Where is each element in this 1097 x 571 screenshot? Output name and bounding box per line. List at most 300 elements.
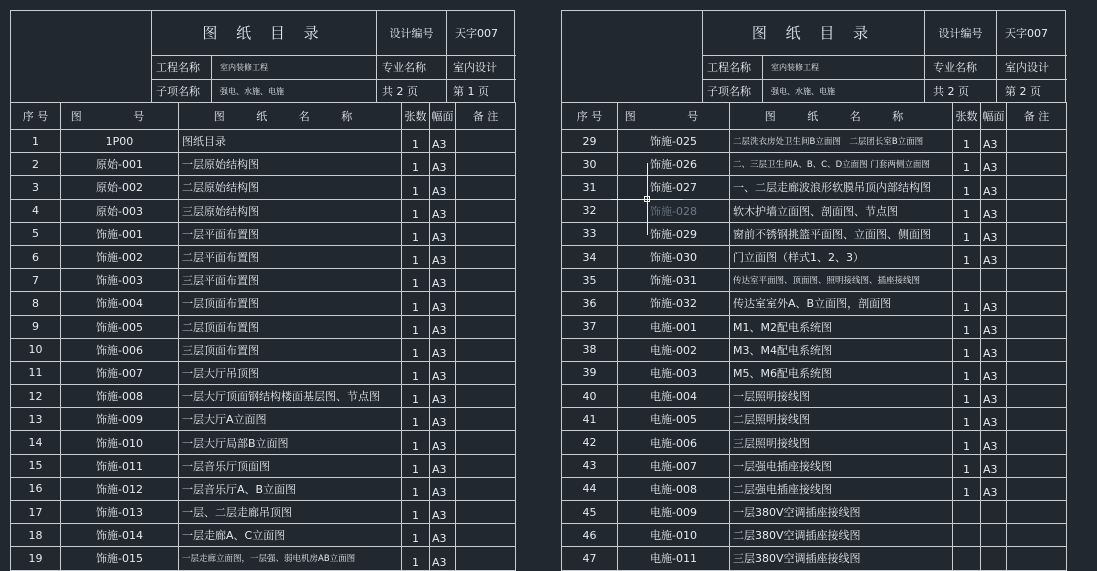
- row-remark: [456, 176, 516, 199]
- row-qty: 1: [402, 501, 430, 524]
- table-row[interactable]: [562, 292, 1067, 315]
- row-remark: [1007, 269, 1067, 292]
- row-size: A3: [430, 408, 456, 431]
- row-name: 图纸目录: [179, 130, 402, 153]
- row-name: 一层大厅A立面图: [179, 408, 402, 431]
- row-remark: [456, 245, 516, 268]
- row-qty: 1: [953, 431, 981, 454]
- row-name: 一层音乐厅顶面图: [179, 454, 402, 477]
- title-block: [561, 10, 1066, 102]
- row-qty: [953, 269, 981, 292]
- col-header-remark: 备 注: [456, 103, 516, 130]
- row-qty: 1: [953, 153, 981, 176]
- row-qty: 1: [953, 292, 981, 315]
- table-row[interactable]: [11, 222, 516, 245]
- row-size: A3: [430, 222, 456, 245]
- row-qty: 1: [402, 130, 430, 153]
- row-remark: [1007, 176, 1067, 199]
- row-no: 33: [562, 222, 618, 245]
- table-row[interactable]: [562, 222, 1067, 245]
- row-qty: 1: [402, 431, 430, 454]
- row-qty: 1: [402, 153, 430, 176]
- table-row[interactable]: [11, 385, 516, 408]
- row-name: 一层音乐厅A、B立面图: [179, 477, 402, 500]
- table-header-row: [11, 103, 516, 130]
- row-no: 13: [11, 408, 61, 431]
- row-size: A3: [981, 245, 1007, 268]
- row-size: [981, 547, 1007, 570]
- table-row[interactable]: [562, 408, 1067, 431]
- row-remark: [456, 431, 516, 454]
- row-name: 二、三层卫生间A、B、C、D立面图 门套两侧立面图: [730, 153, 953, 176]
- design-no: 天字007: [446, 11, 516, 55]
- drawing-index-sheet-2: [561, 10, 1066, 571]
- row-size: A3: [430, 361, 456, 384]
- table-row[interactable]: [562, 245, 1067, 268]
- row-qty: 1: [953, 338, 981, 361]
- row-size: A3: [981, 315, 1007, 338]
- row-qty: 1: [953, 176, 981, 199]
- row-size: [981, 269, 1007, 292]
- row-remark: [1007, 454, 1067, 477]
- row-code: 电施-004: [618, 385, 730, 408]
- table-row[interactable]: [562, 338, 1067, 361]
- row-size: A3: [430, 153, 456, 176]
- row-size: A3: [981, 176, 1007, 199]
- row-size: [981, 524, 1007, 547]
- row-size: A3: [981, 477, 1007, 500]
- row-code: 饰施-032: [618, 292, 730, 315]
- col-header-no: 序 号: [11, 103, 61, 130]
- row-code: 1P00: [61, 130, 179, 153]
- table-row[interactable]: [562, 153, 1067, 176]
- row-remark: [456, 454, 516, 477]
- table-row[interactable]: [11, 176, 516, 199]
- row-name: 二层顶面布置图: [179, 315, 402, 338]
- discipline: 室内设计: [996, 55, 1067, 79]
- row-name: M3、M4配电系统图: [730, 338, 953, 361]
- row-code: 饰施-003: [61, 269, 179, 292]
- row-name: 传达室平面图、顶面图、照明接线图、插座接线图: [730, 269, 953, 292]
- row-no: 38: [562, 338, 618, 361]
- row-code: 饰施-010: [61, 431, 179, 454]
- design-no: 天字007: [996, 11, 1067, 55]
- row-size: A3: [981, 361, 1007, 384]
- row-name: 一层顶面布置图: [179, 292, 402, 315]
- row-size: A3: [430, 385, 456, 408]
- row-size: A3: [430, 176, 456, 199]
- sheet-title: 图 纸 目 录: [151, 11, 376, 55]
- table-row[interactable]: [562, 130, 1067, 153]
- row-qty: [953, 501, 981, 524]
- table-row[interactable]: [562, 199, 1067, 222]
- row-name: 一层、二层走廊吊顶图: [179, 501, 402, 524]
- row-remark: [456, 477, 516, 500]
- row-code: 电施-008: [618, 477, 730, 500]
- row-qty: 1: [402, 338, 430, 361]
- row-code: 饰施-026: [618, 153, 730, 176]
- row-size: A3: [981, 338, 1007, 361]
- row-remark: [1007, 315, 1067, 338]
- row-size: A3: [981, 153, 1007, 176]
- row-qty: [953, 524, 981, 547]
- table-body: [11, 130, 516, 571]
- row-size: A3: [430, 431, 456, 454]
- row-no: 11: [11, 361, 61, 384]
- row-code: 饰施-030: [618, 245, 730, 268]
- table-header-row: [562, 103, 1067, 130]
- row-qty: 1: [953, 385, 981, 408]
- col-header-size: 幅面: [981, 103, 1007, 130]
- row-no: 36: [562, 292, 618, 315]
- row-name: 传达室室外A、B立面图，剖面图: [730, 292, 953, 315]
- row-name: 窗前不锈钢挑篮平面图、立面图、侧面图: [730, 222, 953, 245]
- row-code: 饰施-027: [618, 176, 730, 199]
- row-name: 三层380V空调插座接线图: [730, 547, 953, 570]
- row-qty: 1: [402, 361, 430, 384]
- subitem: 强电、水施、电施: [762, 79, 924, 103]
- table-row[interactable]: [562, 547, 1067, 570]
- table-row[interactable]: [562, 477, 1067, 500]
- table-row[interactable]: [11, 501, 516, 524]
- row-size: A3: [430, 477, 456, 500]
- row-remark: [1007, 477, 1067, 500]
- row-remark: [456, 315, 516, 338]
- row-name: 三层顶面布置图: [179, 338, 402, 361]
- col-header-name: 图 纸 名 称: [179, 103, 402, 130]
- row-size: A3: [430, 245, 456, 268]
- subitem-label: 子项名称: [151, 79, 211, 103]
- drawing-list-table: [561, 102, 1067, 571]
- row-no: 14: [11, 431, 61, 454]
- row-qty: 1: [402, 292, 430, 315]
- row-code: 电施-002: [618, 338, 730, 361]
- row-size: A3: [430, 269, 456, 292]
- row-qty: 1: [953, 477, 981, 500]
- discipline: 室内设计: [446, 55, 516, 79]
- table-row[interactable]: [11, 315, 516, 338]
- col-header-no: 序 号: [562, 103, 618, 130]
- table-row[interactable]: [562, 385, 1067, 408]
- row-remark: [1007, 153, 1067, 176]
- row-name: 一层走廊立面图，一层强、弱电机房AB立面图: [179, 547, 402, 570]
- row-no: 18: [11, 524, 61, 547]
- row-no: 12: [11, 385, 61, 408]
- row-name: 三层原始结构图: [179, 199, 402, 222]
- row-code: 电施-006: [618, 431, 730, 454]
- page-number: 第 1 页: [446, 79, 516, 103]
- row-no: 2: [11, 153, 61, 176]
- row-no: 37: [562, 315, 618, 338]
- row-size: A3: [981, 292, 1007, 315]
- row-no: 44: [562, 477, 618, 500]
- discipline-label: 专业名称: [376, 55, 446, 79]
- row-code: 饰施-013: [61, 501, 179, 524]
- row-code: 饰施-005: [61, 315, 179, 338]
- project-label: 工程名称: [151, 55, 211, 79]
- row-remark: [1007, 292, 1067, 315]
- table-row[interactable]: [11, 130, 516, 153]
- page-number: 第 2 页: [996, 79, 1067, 103]
- discipline-label: 专业名称: [924, 55, 996, 79]
- row-size: A3: [981, 454, 1007, 477]
- row-size: A3: [430, 315, 456, 338]
- row-no: 30: [562, 153, 618, 176]
- row-code: 饰施-002: [61, 245, 179, 268]
- row-code: 电施-007: [618, 454, 730, 477]
- row-no: 31: [562, 176, 618, 199]
- row-no: 16: [11, 477, 61, 500]
- table-row[interactable]: [562, 524, 1067, 547]
- row-no: 15: [11, 454, 61, 477]
- row-no: 10: [11, 338, 61, 361]
- row-name: 一层380V空调插座接线图: [730, 501, 953, 524]
- row-name: 一层强电插座接线图: [730, 454, 953, 477]
- row-code: 电施-010: [618, 524, 730, 547]
- row-code: 饰施-015: [61, 547, 179, 570]
- crosshair-pickbox: [644, 196, 650, 202]
- project-label: 工程名称: [702, 55, 762, 79]
- row-remark: [1007, 524, 1067, 547]
- row-qty: 1: [402, 385, 430, 408]
- row-remark: [1007, 199, 1067, 222]
- row-size: A3: [430, 454, 456, 477]
- row-qty: 1: [953, 315, 981, 338]
- row-remark: [1007, 361, 1067, 384]
- row-name: 一层走廊A、C立面图: [179, 524, 402, 547]
- row-no: 43: [562, 454, 618, 477]
- row-code: 饰施-028: [618, 199, 730, 222]
- row-remark: [456, 524, 516, 547]
- row-remark: [456, 361, 516, 384]
- total-pages: 共 2 页: [924, 79, 996, 103]
- col-header-code: 图 号: [61, 103, 179, 130]
- row-name: 一层大厅顶面钢结构楼面基层图、节点图: [179, 385, 402, 408]
- row-qty: 1: [402, 547, 430, 570]
- row-size: A3: [981, 385, 1007, 408]
- row-name: 一层照明接线图: [730, 385, 953, 408]
- row-size: A3: [430, 130, 456, 153]
- table-row[interactable]: [11, 269, 516, 292]
- table-row[interactable]: [562, 431, 1067, 454]
- row-remark: [1007, 385, 1067, 408]
- row-remark: [456, 269, 516, 292]
- row-code: 饰施-014: [61, 524, 179, 547]
- row-remark: [1007, 547, 1067, 570]
- row-size: A3: [430, 501, 456, 524]
- project-name: 室内装修工程: [211, 55, 376, 79]
- row-no: 9: [11, 315, 61, 338]
- row-remark: [1007, 408, 1067, 431]
- row-remark: [456, 385, 516, 408]
- table-row[interactable]: [562, 315, 1067, 338]
- row-code: 电施-005: [618, 408, 730, 431]
- row-name: M1、M2配电系统图: [730, 315, 953, 338]
- table-row[interactable]: [562, 361, 1067, 384]
- row-name: 三层照明接线图: [730, 431, 953, 454]
- row-qty: 1: [402, 245, 430, 268]
- row-no: 46: [562, 524, 618, 547]
- row-size: [981, 501, 1007, 524]
- row-code: 饰施-012: [61, 477, 179, 500]
- table-row[interactable]: [562, 454, 1067, 477]
- row-qty: 1: [953, 408, 981, 431]
- row-no: 45: [562, 501, 618, 524]
- row-name: 门立面图（样式1、2、3）: [730, 245, 953, 268]
- row-qty: 1: [402, 524, 430, 547]
- table-row[interactable]: [11, 245, 516, 268]
- row-qty: 1: [402, 315, 430, 338]
- row-qty: 1: [402, 199, 430, 222]
- row-code: 饰施-004: [61, 292, 179, 315]
- row-name: 软木护墙立面图、剖面图、节点图: [730, 199, 953, 222]
- row-qty: 1: [402, 222, 430, 245]
- row-code: 饰施-009: [61, 408, 179, 431]
- design-no-label: 设计编号: [376, 11, 446, 55]
- col-header-qty: 张数: [402, 103, 430, 130]
- row-qty: 1: [402, 454, 430, 477]
- table-row[interactable]: [11, 199, 516, 222]
- row-code: 饰施-008: [61, 385, 179, 408]
- row-name: 三层平面布置图: [179, 269, 402, 292]
- table-row[interactable]: [11, 524, 516, 547]
- row-code: 饰施-006: [61, 338, 179, 361]
- row-remark: [456, 153, 516, 176]
- row-qty: 1: [953, 199, 981, 222]
- row-name: 二层照明接线图: [730, 408, 953, 431]
- col-header-code: 图 号: [618, 103, 730, 130]
- row-remark: [1007, 130, 1067, 153]
- row-no: 41: [562, 408, 618, 431]
- row-qty: [953, 547, 981, 570]
- col-header-name: 图 纸 名 称: [730, 103, 953, 130]
- row-code: 饰施-025: [618, 130, 730, 153]
- project-name: 室内装修工程: [762, 55, 924, 79]
- row-qty: 1: [953, 130, 981, 153]
- row-code: 电施-003: [618, 361, 730, 384]
- row-code: 饰施-011: [61, 454, 179, 477]
- row-name: M5、M6配电系统图: [730, 361, 953, 384]
- row-name: 二层强电插座接线图: [730, 477, 953, 500]
- design-no-label: 设计编号: [924, 11, 996, 55]
- row-name: 一层大厅吊顶图: [179, 361, 402, 384]
- drawing-list-table: [10, 102, 516, 571]
- row-remark: [456, 199, 516, 222]
- table-body: [562, 130, 1067, 571]
- row-name: 二层原始结构图: [179, 176, 402, 199]
- row-code: 饰施-031: [618, 269, 730, 292]
- row-qty: 1: [953, 454, 981, 477]
- row-name: 一层大厅局部B立面图: [179, 431, 402, 454]
- row-size: A3: [981, 222, 1007, 245]
- table-row[interactable]: [11, 431, 516, 454]
- row-no: 34: [562, 245, 618, 268]
- row-code: 饰施-001: [61, 222, 179, 245]
- title-block: [10, 10, 515, 102]
- row-name: 二层平面布置图: [179, 245, 402, 268]
- table-row[interactable]: [11, 153, 516, 176]
- row-qty: 1: [402, 408, 430, 431]
- drawing-index-sheet-1: [10, 10, 515, 571]
- row-code: 饰施-029: [618, 222, 730, 245]
- row-qty: 1: [402, 269, 430, 292]
- row-remark: [456, 222, 516, 245]
- row-no: 35: [562, 269, 618, 292]
- row-code: 电施-001: [618, 315, 730, 338]
- row-code: 电施-009: [618, 501, 730, 524]
- row-name: 二层380V空调插座接线图: [730, 524, 953, 547]
- row-remark: [1007, 431, 1067, 454]
- row-size: A3: [430, 199, 456, 222]
- row-no: 40: [562, 385, 618, 408]
- row-remark: [456, 292, 516, 315]
- table-row[interactable]: [562, 501, 1067, 524]
- row-no: 5: [11, 222, 61, 245]
- row-no: 29: [562, 130, 618, 153]
- row-size: A3: [981, 199, 1007, 222]
- row-no: 8: [11, 292, 61, 315]
- total-pages: 共 2 页: [376, 79, 446, 103]
- row-qty: 1: [402, 477, 430, 500]
- col-header-remark: 备 注: [1007, 103, 1067, 130]
- row-no: 1: [11, 130, 61, 153]
- row-no: 42: [562, 431, 618, 454]
- subitem: 强电、水施、电施: [211, 79, 376, 103]
- row-name: 一层原始结构图: [179, 153, 402, 176]
- table-row[interactable]: [11, 547, 516, 570]
- table-row[interactable]: [11, 292, 516, 315]
- table-row[interactable]: [562, 176, 1067, 199]
- row-no: 3: [11, 176, 61, 199]
- row-no: 17: [11, 501, 61, 524]
- row-remark: [1007, 338, 1067, 361]
- row-qty: 1: [402, 176, 430, 199]
- table-row[interactable]: [11, 408, 516, 431]
- col-header-size: 幅面: [430, 103, 456, 130]
- row-no: 19: [11, 547, 61, 570]
- row-no: 39: [562, 361, 618, 384]
- row-remark: [456, 408, 516, 431]
- sheet-title: 图 纸 目 录: [702, 11, 924, 55]
- row-no: 7: [11, 269, 61, 292]
- row-remark: [1007, 245, 1067, 268]
- row-size: A3: [430, 547, 456, 570]
- row-size: A3: [430, 292, 456, 315]
- row-code: 电施-011: [618, 547, 730, 570]
- row-qty: 1: [953, 245, 981, 268]
- table-row[interactable]: [562, 269, 1067, 292]
- row-name: 一、二层走廊波浪形软膜吊顶内部结构图: [730, 176, 953, 199]
- subitem-label: 子项名称: [702, 79, 762, 103]
- row-remark: [456, 338, 516, 361]
- table-row[interactable]: [11, 338, 516, 361]
- table-row[interactable]: [11, 454, 516, 477]
- table-row[interactable]: [11, 477, 516, 500]
- row-qty: 1: [953, 361, 981, 384]
- row-size: A3: [981, 408, 1007, 431]
- row-no: 32: [562, 199, 618, 222]
- row-size: A3: [981, 431, 1007, 454]
- table-row[interactable]: [11, 361, 516, 384]
- col-header-qty: 张数: [953, 103, 981, 130]
- row-name: 一层平面布置图: [179, 222, 402, 245]
- row-no: 47: [562, 547, 618, 570]
- row-qty: 1: [953, 222, 981, 245]
- row-name: 二层洗衣房处卫生间B立面图 二层团长室B立面图: [730, 130, 953, 153]
- row-code: 原始-003: [61, 199, 179, 222]
- row-size: A3: [430, 338, 456, 361]
- row-no: 6: [11, 245, 61, 268]
